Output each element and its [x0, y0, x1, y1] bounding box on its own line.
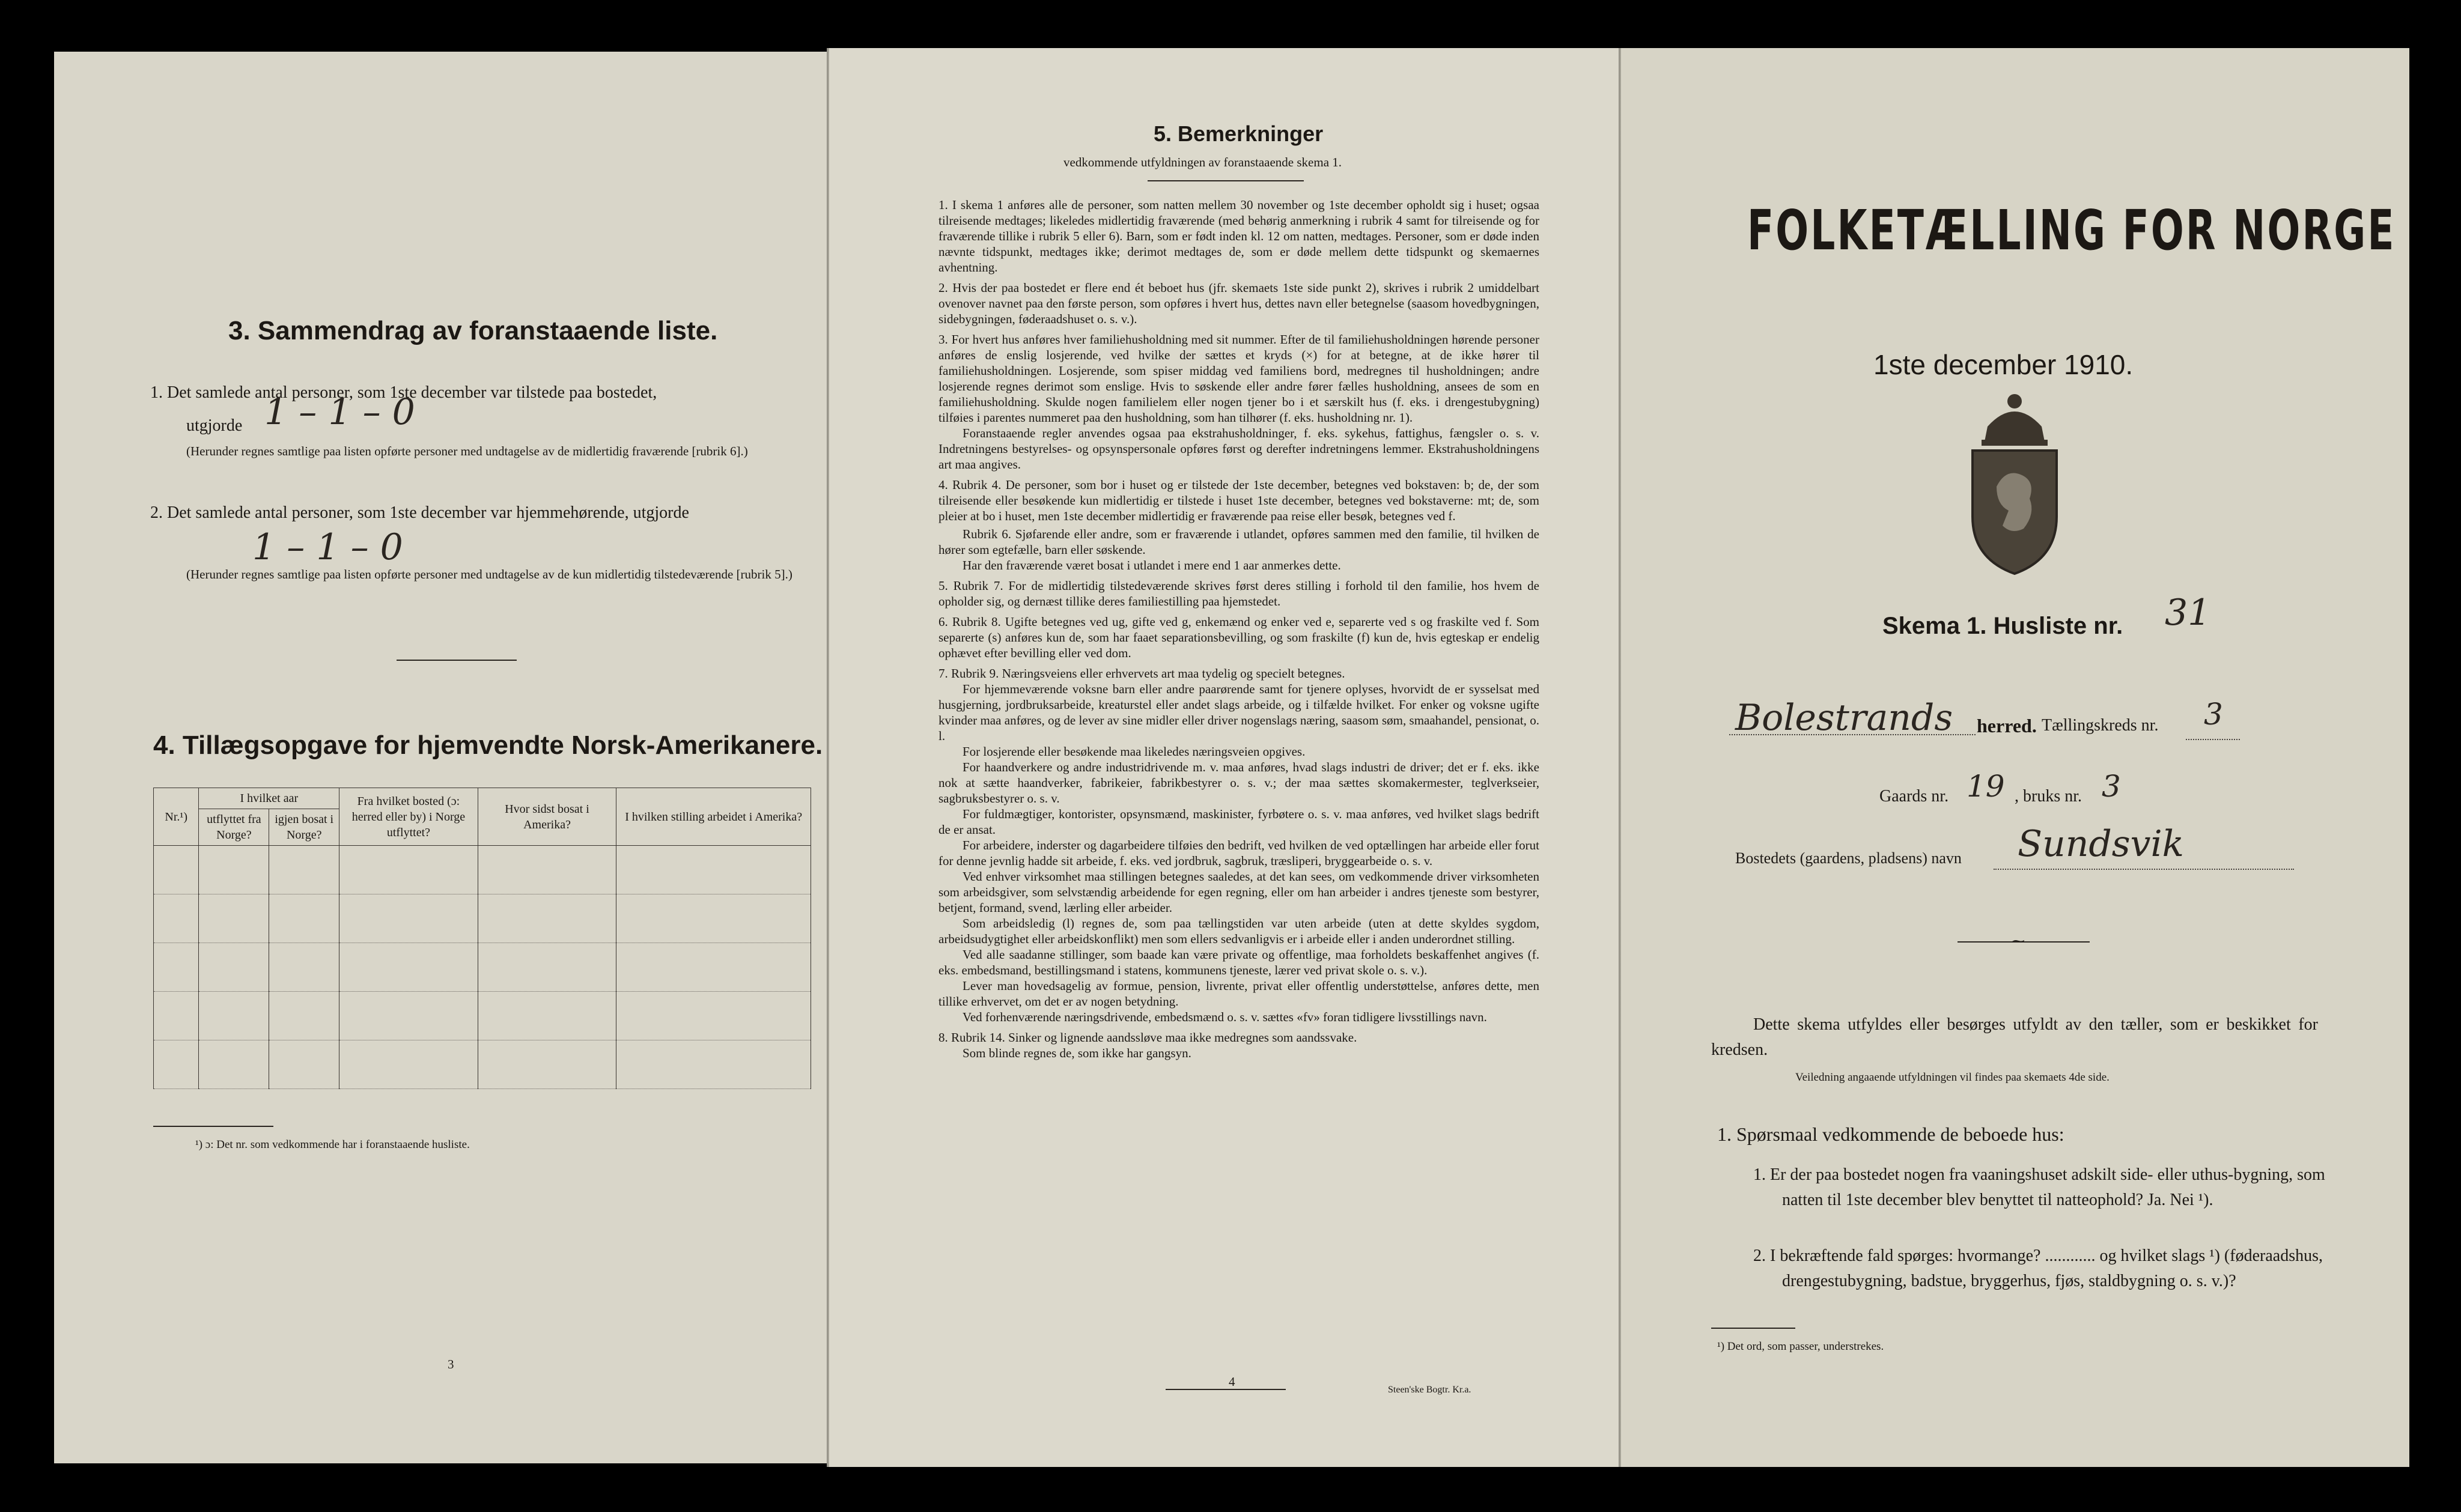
note-7f: For arbeidere, inderster og dagarbeidere tilføies den bedrift, ved hvilken de ved optællingen har arbeide eller forut for denne jevnlig hadde sit arbeide, f. eks. ved jordbruk, sagbruk, træsliperi, bryggearbeide o. s. v.: [938, 838, 1539, 868]
note-8: 8. Rubrik 14. Sinker og lignende aandssløve maa ikke medregnes som aandssvake.: [938, 1030, 1357, 1045]
bosted-dotline: [1994, 867, 2294, 870]
footnote-rule: [153, 1126, 273, 1127]
table-row: [154, 943, 811, 992]
kreds-value: 3: [2204, 697, 2223, 732]
norsk-amerikanere-table: [153, 788, 811, 1089]
item1-note: (Herunder regnes samtlige paa listen opførte personer med undtagelse av de midlertidig fraværende [rubrik 6].): [186, 444, 748, 458]
note-7g: Ved enhver virksomhet maa stillingen betegnes saaledes, at det kan sees, om vedkommende driver virksomheten som arbeidsgiver, som selvstændig arbeidende for egen regning, eller om han arbeider i andres tjeneste som bestyrer, betjent, formand, svend, lærling eller arbeider.: [938, 869, 1539, 915]
bemerkninger-list: [938, 197, 1539, 1061]
column-header-nr: Nr.¹): [154, 788, 199, 846]
item2-text: 2. Det samlede antal personer, som 1ste december var hjemmehørende, utgjorde: [150, 503, 689, 522]
note-3: 3. For hvert hus anføres hver familiehusholdning med sit nummer. Efter de til familiehusholdningen hørende personer anføres de enslig losjerende, ved hvilke der sættes et kryds (×) for at betegne, at de ikke hører til familiehusholdningen. Losjerende, som spiser middag ved familiens bord, medregnes til husholdningen; andre losjerende regnes derimot som enslige. Hvis to søskende eller andre fører fælles husholdning, ansees de som en familiehusholdning. Skulde nogen familielem eller nogen tjener bo i et særskilt hus (f. eks. i drengestubygning) tilføies i parentes nummeret paa den husholdning, som han tilhører (f. eks. husholdning nr. 1).: [938, 332, 1539, 425]
note-7k: Ved forhenværende næringsdrivende, embedsmænd o. s. v. sættes «fv» foran tidligere livsstillings navn.: [963, 1010, 1487, 1024]
note-7h: Som arbeidsledig (l) regnes de, som paa tællingstiden var uten arbeide (uten at dette skyldes sygdom, arbeidsudygtighet eller arbeidskonflikt) men som ellers sedvanligvis er i arbeide eller i anden underordnet stilling.: [938, 916, 1539, 946]
question-1: 1. Er der paa bostedet nogen fra vaaningshuset adskilt side- eller uthus-bygning, som natten til 1ste december blev benyttet til natteophold? Ja. Nei ¹).: [1753, 1165, 2325, 1209]
section4-title: 4. Tillægsopgave for hjemvendte Norsk-Amerikanere.: [153, 730, 823, 760]
note-7c: For losjerende eller besøkende maa likeledes næringsveien opgives.: [963, 744, 1306, 759]
column-header-igjen-bosat: igjen bosat i Norge?: [269, 809, 339, 846]
item2-value: 1 – 1 – 0: [252, 526, 403, 568]
note-1: 1. I skema 1 anføres alle de personer, som natten mellem 30 november og 1ste december opholdt sig i huset; ogsaa tilreisende medtages; likeledes midlertidig fraværende (med behørig anmerkning i rubrik 4 samt for tilreisende og for fraværende tillike i rubrik 5 eller 6). Barn, som er født inden kl. 12 om natten, medtages. Personer, som er døde inden nævnte tidspunkt, medtages ikke; derimot medtages de, som er døde mellem dette tidspunkt og skemaernes avhentning.: [938, 198, 1539, 275]
question-2: 2. I bekræftende fald spørges: hvormange? ............ og hvilket slags ¹) (føderaadshus, drengestubygning, badstue, bryggerhus, fjøs, staldbygning o. s. v.)?: [1753, 1246, 2323, 1290]
question-heading: 1. Spørsmaal vedkommende de beboede hus:: [1717, 1123, 2064, 1145]
ornament-icon: ⁓: [2012, 934, 2025, 949]
table-header-row-1: [154, 788, 811, 809]
census-title: FOLKETÆLLING FOR NORGE: [1747, 198, 2396, 263]
bosted-label: Bostedets (gaardens, pladsens) navn: [1735, 849, 1962, 867]
printer-imprint: Steen'ske Bogtr. Kr.a.: [1388, 1385, 1471, 1395]
bruks-label: , bruks nr.: [2015, 787, 2082, 806]
middle-page: [829, 48, 1621, 1467]
gaards-value: 19: [1967, 769, 2005, 804]
bosted-value: Sundsvik: [2018, 823, 2185, 865]
kreds-label: Tællingskreds nr.: [2042, 716, 2159, 735]
title-rule: [1148, 180, 1304, 181]
note-7: 7. Rubrik 9. Næringsveiens eller erhvervets art maa tydelig og specielt betegnes.: [938, 666, 1345, 681]
right-footnote-rule: [1711, 1328, 1795, 1329]
column-header-stilling-amerika: I hvilken stilling arbeidet i Amerika?: [616, 788, 811, 846]
right-page: [1621, 48, 2409, 1467]
table-row: [154, 1040, 811, 1089]
note-7i: Ved alle saadanne stillinger, som baade kan være private og offentlige, maa forholdets beskaffenhet angives (f. eks. embedsmand, bestillingsmand i statens, kommunens tjeneste, lærer ved privat skole o. s. v.).: [938, 947, 1539, 977]
note-7j: Lever man hovedsagelig av formue, pension, livrente, privat eller offentlig understøttelse, anføres dette, men tillike erhvervet, om det er av nogen betydning.: [938, 979, 1539, 1009]
table-row: [154, 894, 811, 943]
herred-value: Bolestrands: [1735, 697, 1953, 739]
item1-label: utgjorde: [186, 416, 243, 435]
gaards-label: Gaards nr.: [1879, 787, 1949, 806]
group-header-year: I hvilket aar: [199, 788, 339, 809]
herred-label: herred.: [1977, 715, 2037, 736]
note-4c: Har den fraværende været bosat i utlandet i mere end 1 aar anmerkes dette.: [963, 558, 1341, 572]
item1-value: 1 – 1 – 0: [264, 391, 415, 433]
item1-text: 1. Det samlede antal personer, som 1ste december var tilstede paa bostedet,: [150, 383, 657, 402]
note-8b: Som blinde regnes de, som ikke har gangsyn.: [963, 1046, 1191, 1060]
note-7d: For haandverkere og andre industridrivende m. v. maa anføres, hvad slags industri de driver; det er f. eks. ikke nok at sætte haandverker, fabrikeier, fabrikbestyrer o. s. v.; der maa sættes skomakermester, teglverkseier, sagbruksbestyrer o. s. v.: [938, 760, 1539, 806]
note-7b: For hjemmeværende voksne barn eller andre paarørende samt for tjenere oplyses, hvorvidt de er sysselsat med husgjerning, jordbruksarbeide, kreaturstel eller andet slags arbeide, og i tilfælde hvilket. For enker og voksne ugifte kvinder maa anføres, og de lever av sine midler eller driver nogenslags næring, saasom søm, smaahandel, pensionat, o. l.: [938, 682, 1539, 743]
note-5: 5. Rubrik 7. For de midlertidig tilstedeværende skrives først deres stilling i forhold til den familie, hos hvem de opholder sig, og dernæst tillike deres familiestilling paa hjemstedet.: [938, 578, 1539, 609]
husliste-nr: 31: [2165, 592, 2211, 634]
guidance-text: Veiledning angaaende utfyldningen vil findes paa skemaets 4de side.: [1795, 1071, 2110, 1084]
note-2: 2. Hvis der paa bostedet er flere end ét beboet hus (jfr. skemaets 1ste side punkt 2), skrives i rubrik 2 umiddelbart ovenover navnet paa den første person, som opføres i hvert hus, dettes navn eller betegnelse (saasom hovedbygningen, sidebygningen, føderaadshuset o. s. v.).: [938, 281, 1539, 326]
bemerkninger-subtitle: vedkommende utfyldningen av foranstaaende skema 1.: [1063, 155, 1342, 169]
section3-title: 3. Sammendrag av foranstaaende liste.: [228, 316, 718, 345]
column-header-bosat-amerika: Hvor sidst bosat i Amerika?: [478, 788, 616, 846]
instruction-text: Dette skema utfyldes eller besørges utfyldt av den tæller, som er beskikket for kredsen.: [1711, 1015, 2318, 1059]
table-row: [154, 992, 811, 1040]
table-row: [154, 846, 811, 894]
bruks-value: 3: [2102, 769, 2121, 804]
note-4b: Rubrik 6. Sjøfarende eller andre, som er fraværende i utlandet, opføres sammen med den familie, til hvilken de hører som egtefælle, barn eller søskende.: [938, 527, 1539, 557]
note-6: 6. Rubrik 8. Ugifte betegnes ved ug, gifte ved g, enkemænd og enker ved e, separerte ved s og fraskilte ved f. Som separerte (s) anføres kun de, som har faaet separationsbevilling, og som fraskilte (f) kun de, hvis egteskap er endelig ophævet efter bevilling eller ved dom.: [938, 615, 1539, 660]
schema-label: Skema 1. Husliste nr.: [1882, 613, 2123, 639]
end-rule: [1166, 1389, 1286, 1390]
note-4: 4. Rubrik 4. De personer, som bor i huset og er tilstede der 1ste december, betegnes ved bokstaven: b; de, der som tilreisende eller besøkende kun midlertidig er tilstede i huset 1ste december, betegnes ved bokstaverne: mt; de, som pleier at bo i huset, men 1ste december midlertidig er fraværende paa reise eller besøk, betegnes ved f.: [938, 478, 1539, 523]
note-3b: Foranstaaende regler anvendes ogsaa paa ekstrahusholdninger, f. eks. sykehus, fattighus, fængsler o. s. v. Indretningens bestyrelses- og opsynspersonale opføres først og derefter indretningens lemmer. Ekstrahusholdningens art maa angives.: [938, 426, 1539, 472]
note-7e: For fuldmægtiger, kontorister, opsynsmænd, maskinister, fyrbøtere o. s. v. maa anføres, ved hvilket slags bedrift de er ansat.: [938, 807, 1539, 837]
separator-rule: [397, 660, 517, 661]
item2-note: (Herunder regnes samtlige paa listen opførte personer med undtagelse av de kun midlertidig tilstedeværende [rubrik 5].): [186, 567, 792, 581]
page-number-3: 3: [448, 1357, 454, 1371]
left-footnote: ¹) ɔ: Det nr. som vedkommende har i foranstaaende husliste.: [195, 1138, 470, 1151]
column-header-bosted-norge: Fra hvilket bosted (ɔ: herred eller by) i Norge utflyttet?: [339, 788, 478, 846]
census-date: 1ste december 1910.: [1873, 349, 2134, 380]
page-number-4: 4: [1229, 1374, 1235, 1389]
left-page: [54, 52, 829, 1463]
coat-of-arms-icon: [1945, 384, 2084, 577]
kreds-dotline: [2186, 738, 2240, 740]
right-footnote: ¹) Det ord, som passer, understrekes.: [1717, 1340, 1884, 1353]
column-header-utflyttet: utflyttet fra Norge?: [199, 809, 269, 846]
bemerkninger-title: 5. Bemerkninger: [1154, 121, 1324, 146]
